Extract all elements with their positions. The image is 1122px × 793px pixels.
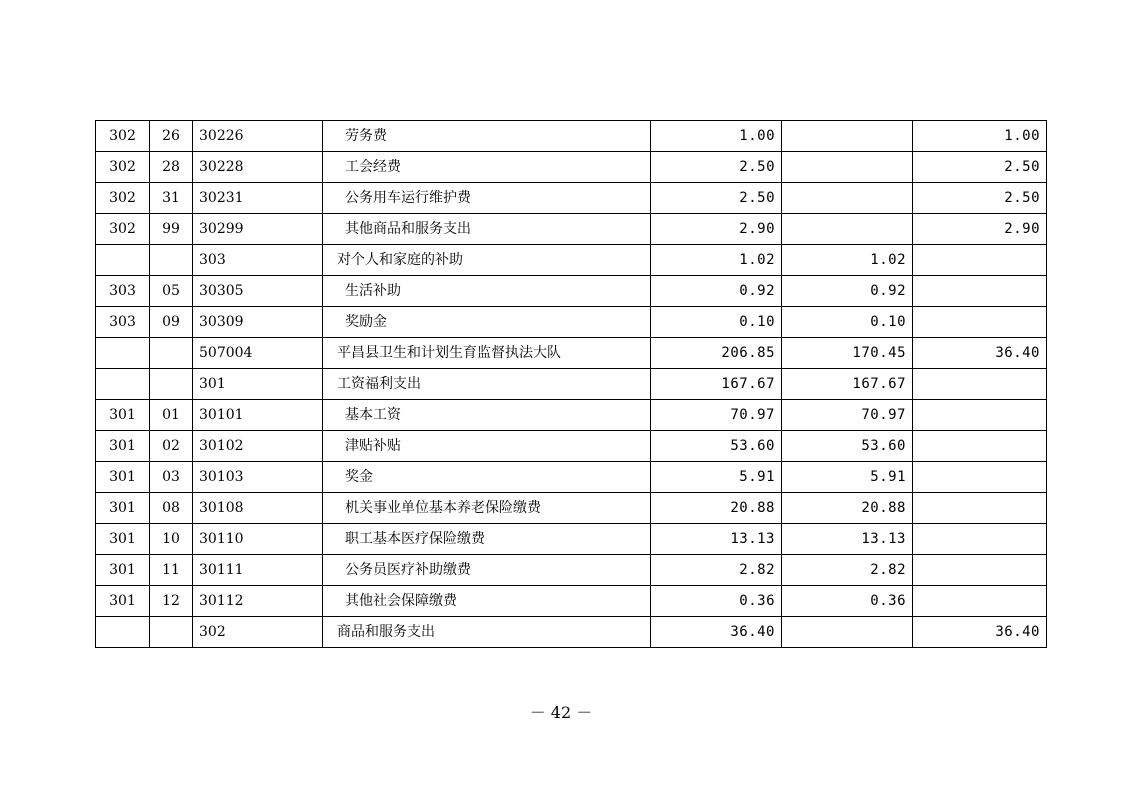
cell-class-code: 301 — [96, 555, 150, 586]
table-row — [96, 276, 1047, 307]
cell-total: 2.50 — [651, 152, 782, 183]
page-number: － 42 － — [529, 703, 593, 722]
cell-item-code: 01 — [150, 400, 193, 431]
cell-item-code: 28 — [150, 152, 193, 183]
cell-subject-name: 商品和服务支出 — [323, 617, 651, 648]
cell-basic-expenditure: 167.67 — [782, 369, 913, 400]
cell-class-code — [96, 338, 150, 369]
cell-subject-name: 公务用车运行维护费 — [323, 183, 651, 214]
cell-class-code: 301 — [96, 586, 150, 617]
cell-basic-expenditure — [782, 617, 913, 648]
cell-subject-code: 30112 — [193, 586, 323, 617]
cell-total: 2.50 — [651, 183, 782, 214]
cell-total: 0.36 — [651, 586, 782, 617]
cell-project-expenditure: 2.90 — [913, 214, 1047, 245]
cell-subject-name: 基本工资 — [323, 400, 651, 431]
cell-project-expenditure — [913, 400, 1047, 431]
cell-class-code: 301 — [96, 400, 150, 431]
cell-basic-expenditure — [782, 152, 913, 183]
cell-subject-name: 公务员医疗补助缴费 — [323, 555, 651, 586]
cell-project-expenditure — [913, 307, 1047, 338]
table-row — [96, 245, 1047, 276]
cell-total: 0.10 — [651, 307, 782, 338]
cell-subject-code: 30226 — [193, 121, 323, 152]
cell-basic-expenditure — [782, 214, 913, 245]
cell-subject-code: 507004 — [193, 338, 323, 369]
cell-subject-code: 302 — [193, 617, 323, 648]
cell-project-expenditure: 2.50 — [913, 152, 1047, 183]
table-row — [96, 431, 1047, 462]
cell-class-code — [96, 369, 150, 400]
cell-total: 206.85 — [651, 338, 782, 369]
cell-total: 5.91 — [651, 462, 782, 493]
cell-subject-code: 301 — [193, 369, 323, 400]
cell-item-code — [150, 617, 193, 648]
cell-total: 70.97 — [651, 400, 782, 431]
table-row — [96, 524, 1047, 555]
cell-project-expenditure — [913, 586, 1047, 617]
cell-item-code: 26 — [150, 121, 193, 152]
cell-class-code — [96, 617, 150, 648]
table-row — [96, 493, 1047, 524]
cell-item-code: 10 — [150, 524, 193, 555]
cell-total: 2.82 — [651, 555, 782, 586]
cell-basic-expenditure: 2.82 — [782, 555, 913, 586]
cell-class-code: 302 — [96, 121, 150, 152]
cell-subject-code: 30111 — [193, 555, 323, 586]
cell-basic-expenditure: 1.02 — [782, 245, 913, 276]
cell-subject-code: 30102 — [193, 431, 323, 462]
cell-basic-expenditure: 5.91 — [782, 462, 913, 493]
cell-item-code — [150, 245, 193, 276]
cell-basic-expenditure: 0.10 — [782, 307, 913, 338]
cell-item-code: 03 — [150, 462, 193, 493]
cell-project-expenditure — [913, 555, 1047, 586]
cell-basic-expenditure: 0.92 — [782, 276, 913, 307]
cell-total: 2.90 — [651, 214, 782, 245]
cell-project-expenditure: 2.50 — [913, 183, 1047, 214]
cell-class-code: 301 — [96, 462, 150, 493]
cell-subject-name: 劳务费 — [323, 121, 651, 152]
cell-project-expenditure — [913, 369, 1047, 400]
cell-class-code: 301 — [96, 524, 150, 555]
cell-class-code: 301 — [96, 493, 150, 524]
cell-subject-name: 津贴补贴 — [323, 431, 651, 462]
cell-total: 1.02 — [651, 245, 782, 276]
cell-basic-expenditure: 53.60 — [782, 431, 913, 462]
cell-item-code: 02 — [150, 431, 193, 462]
table-row — [96, 555, 1047, 586]
table-row — [96, 121, 1047, 152]
cell-subject-code: 30228 — [193, 152, 323, 183]
table-row — [96, 338, 1047, 369]
table-body — [96, 121, 1047, 648]
cell-subject-name: 奖金 — [323, 462, 651, 493]
cell-subject-name: 其他商品和服务支出 — [323, 214, 651, 245]
cell-project-expenditure — [913, 245, 1047, 276]
cell-total: 53.60 — [651, 431, 782, 462]
cell-total: 13.13 — [651, 524, 782, 555]
cell-subject-code: 30309 — [193, 307, 323, 338]
table-row — [96, 369, 1047, 400]
cell-class-code: 302 — [96, 152, 150, 183]
cell-class-code: 301 — [96, 431, 150, 462]
cell-project-expenditure — [913, 462, 1047, 493]
cell-subject-code: 30110 — [193, 524, 323, 555]
cell-class-code: 302 — [96, 214, 150, 245]
cell-class-code: 303 — [96, 307, 150, 338]
cell-total: 0.92 — [651, 276, 782, 307]
cell-total: 1.00 — [651, 121, 782, 152]
table-row — [96, 183, 1047, 214]
cell-item-code — [150, 369, 193, 400]
cell-subject-name: 工资福利支出 — [323, 369, 651, 400]
table-row — [96, 152, 1047, 183]
cell-total: 20.88 — [651, 493, 782, 524]
cell-subject-code: 30231 — [193, 183, 323, 214]
cell-basic-expenditure: 170.45 — [782, 338, 913, 369]
cell-basic-expenditure: 13.13 — [782, 524, 913, 555]
cell-basic-expenditure — [782, 183, 913, 214]
table-row — [96, 617, 1047, 648]
cell-subject-code: 30101 — [193, 400, 323, 431]
cell-total: 36.40 — [651, 617, 782, 648]
cell-subject-name: 机关事业单位基本养老保险缴费 — [323, 493, 651, 524]
cell-basic-expenditure — [782, 121, 913, 152]
cell-subject-name: 职工基本医疗保险缴费 — [323, 524, 651, 555]
cell-basic-expenditure: 20.88 — [782, 493, 913, 524]
cell-project-expenditure: 36.40 — [913, 617, 1047, 648]
cell-subject-code: 30305 — [193, 276, 323, 307]
cell-subject-code: 30299 — [193, 214, 323, 245]
cell-subject-name: 对个人和家庭的补助 — [323, 245, 651, 276]
table-row — [96, 462, 1047, 493]
cell-project-expenditure — [913, 276, 1047, 307]
cell-class-code — [96, 245, 150, 276]
cell-project-expenditure: 36.40 — [913, 338, 1047, 369]
cell-item-code: 12 — [150, 586, 193, 617]
cell-class-code: 302 — [96, 183, 150, 214]
cell-item-code — [150, 338, 193, 369]
table-row — [96, 586, 1047, 617]
cell-project-expenditure — [913, 493, 1047, 524]
cell-subject-name: 奖励金 — [323, 307, 651, 338]
cell-item-code: 05 — [150, 276, 193, 307]
cell-project-expenditure — [913, 431, 1047, 462]
cell-subject-code: 30103 — [193, 462, 323, 493]
cell-subject-code: 30108 — [193, 493, 323, 524]
table-row — [96, 214, 1047, 245]
cell-item-code: 99 — [150, 214, 193, 245]
cell-item-code: 11 — [150, 555, 193, 586]
table-row — [96, 307, 1047, 338]
cell-item-code: 31 — [150, 183, 193, 214]
cell-project-expenditure: 1.00 — [913, 121, 1047, 152]
cell-basic-expenditure: 70.97 — [782, 400, 913, 431]
cell-total: 167.67 — [651, 369, 782, 400]
cell-subject-name: 其他社会保障缴费 — [323, 586, 651, 617]
table-row — [96, 400, 1047, 431]
cell-basic-expenditure: 0.36 — [782, 586, 913, 617]
cell-project-expenditure — [913, 524, 1047, 555]
cell-item-code: 08 — [150, 493, 193, 524]
budget-expenditure-table — [95, 120, 1047, 648]
cell-subject-name: 平昌县卫生和计划生育监督执法大队 — [323, 338, 651, 369]
cell-class-code: 303 — [96, 276, 150, 307]
cell-subject-code: 303 — [193, 245, 323, 276]
cell-subject-name: 工会经费 — [323, 152, 651, 183]
cell-item-code: 09 — [150, 307, 193, 338]
cell-subject-name: 生活补助 — [323, 276, 651, 307]
